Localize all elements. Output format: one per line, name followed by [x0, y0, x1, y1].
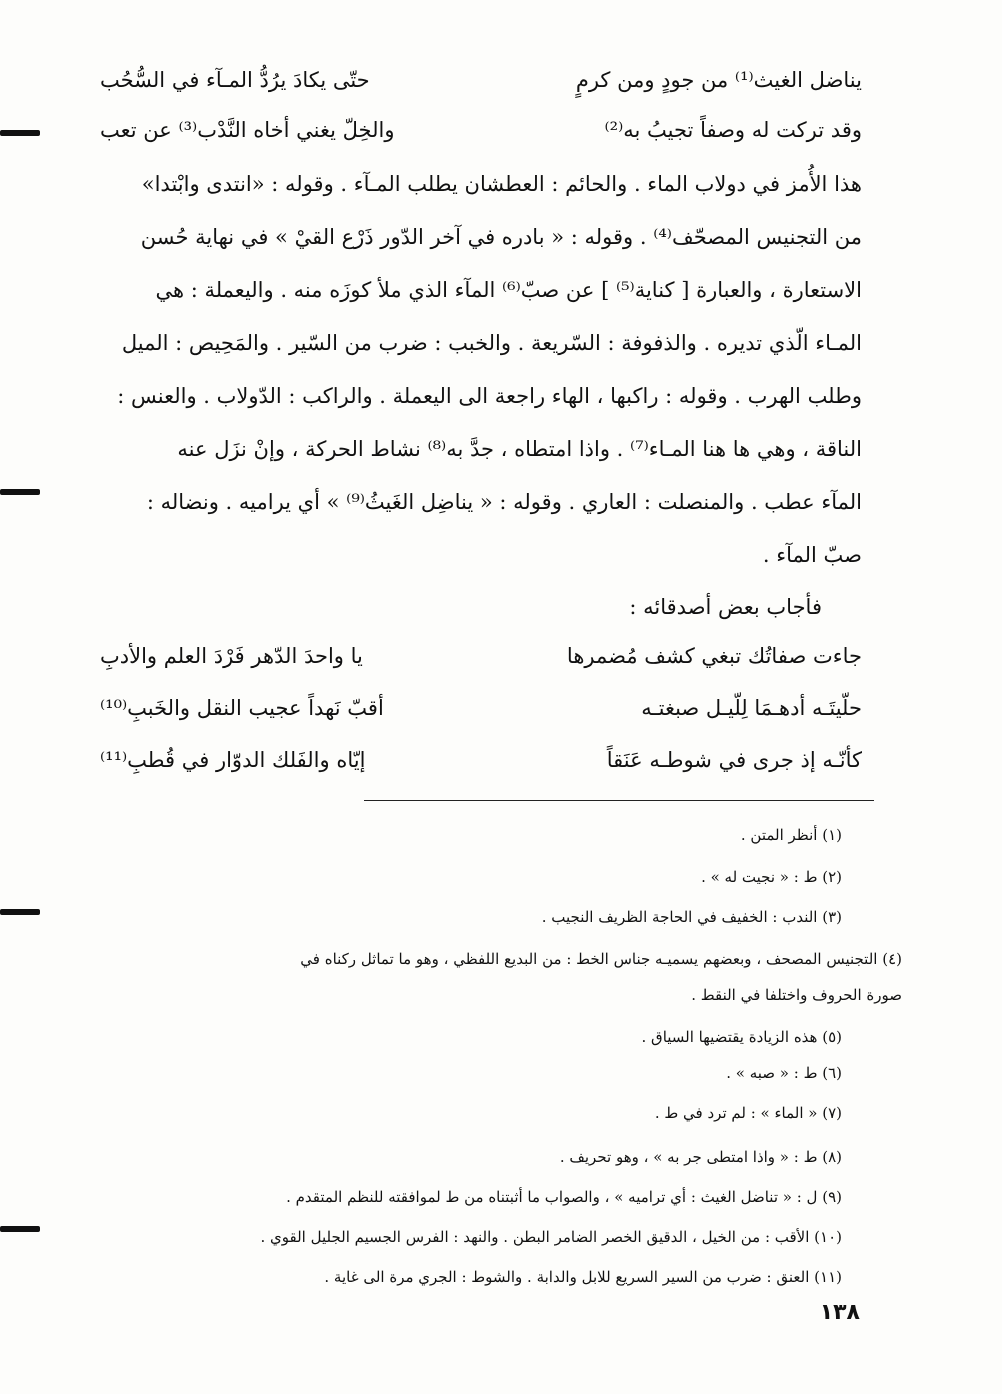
verse-first-hemistich: وقد تركت له وصفاً تجيبُ به⁽²⁾ [604, 118, 862, 142]
verse-second-hemistich: حتّى يكادَ يرُدُّ المـآء في السُّحُب [100, 68, 370, 92]
verse-second-hemistich: يا واحدَ الدّهر فَرْدَ العلم والأدبِ [100, 644, 363, 668]
verse-first-hemistich: جاءت صفاتُك تبغي كشف مُضمرها [566, 644, 862, 668]
footnote: (٧) « الماء » : لم ترد في ط . [654, 1104, 842, 1122]
verse-line [100, 108, 862, 152]
verse-first-hemistich: كأنّـه إذ جرى في شوطـه عَنَقاً [606, 748, 862, 772]
verse-line [100, 686, 862, 730]
verse-first-hemistich: حلّيتَـه أدهـمَا لِلّيـل صبغتـه [641, 696, 862, 720]
footnote: (١٠) الأقب : من الخيل ، الدقيق الخصر الضامر البطن . والنهد : الفرس الجسيم الجليل القوي . [260, 1228, 842, 1246]
footnote: (٨) ط : « واذا امتطى جر به » ، وهو تحريف . [559, 1148, 842, 1166]
margin-mark [0, 489, 40, 495]
margin-mark [0, 909, 40, 915]
commentary-line: الاستعارة ، والعبارة [ كناية⁽⁵⁾ ] عن صبّ⁽⁶⁾ المآء الذي ملأ كوزَه منه . واليعملة : هي [155, 278, 862, 302]
verse-line [100, 738, 862, 782]
commentary-line: صبّ المآء . [762, 543, 862, 567]
commentary-line: هذا الأُمز في دولاب الماء . والحائم : العطشان يطلب المـآء . وقوله : «انتدى وابْتدا» [141, 172, 862, 196]
footnote: (١١) العنق : ضرب من السير السريع للابل والدابة . والشوط : الجري مرة الى غاية . [324, 1268, 842, 1286]
commentary-line: وطلب الهرب . وقوله : راكبها ، الهاء راجعة الى اليعملة . والراكب : الدّولاب . والعنس : [117, 384, 862, 408]
footnote: (٦) ط : « صبه » . [726, 1064, 842, 1082]
footnote: (١) أنظر المتن . [740, 826, 842, 844]
intro-line: فأجاب بعض أصدقائه : [629, 595, 822, 619]
verse-first-hemistich: يناضل الغيث⁽¹⁾ من جودٍ ومن كرمٍ [575, 68, 862, 92]
commentary-line: من التجنيس المصحّف⁽⁴⁾ . وقوله : « بادره في آخر الدّور ذَرْع القيْ » في نهاية حُسن [140, 225, 862, 249]
verse-line [100, 634, 862, 678]
footnote: (٤) التجنيس المصحف ، وبعضهم يسميـه جناس الخط : من البديع اللفظي ، وهو ما تماثل ركناه في [300, 950, 902, 968]
footnote: (٩) ل : « تناضل الغيث : أي تراميه » ، والصواب ما أثبتناه من ط لموافقته للنظم المتقدم . [286, 1188, 842, 1206]
verse-line [100, 58, 862, 102]
verse-second-hemistich: والخِلّ يغني أخاه النَّدْب⁽³⁾ عن تعب [100, 118, 395, 142]
commentary-line: المـاء الّذي تديره . والذفوفة : السّريعة . والخبب : ضرب من السّير . والمَحِيص : الميل [121, 331, 862, 355]
footnote: (٢) ط : « نجيت له » . [701, 868, 842, 886]
margin-mark [0, 130, 40, 136]
footnote: (٥) هذه الزيادة يقتضيها السياق . [641, 1028, 842, 1046]
commentary-line: الناقة ، وهي ها هنا المـاء⁽⁷⁾ . واذا امتطاه ، جدَّ به⁽⁸⁾ نشاط الحركة ، وإنْ نزَل عنه [177, 437, 862, 461]
verse-second-hemistich: أقبّ نَهداً عجيب النقل والخَببِ⁽¹⁰⁾ [100, 696, 384, 720]
verse-second-hemistich: إيّاه والفَلك الدوّار في قُطبِ⁽¹¹⁾ [100, 748, 366, 772]
footnote: (٣) الندب : الخفيف في الحاجة الظريف النجيب . [541, 908, 842, 926]
commentary-line: المآء عطب . والمنصلت : العاري . وقوله : « يناضِل الغَيثُ⁽⁹⁾ » أي يراميه . ونضاله : [146, 490, 862, 514]
page-number: ١٣٨ [819, 1300, 860, 1325]
footnote-divider [364, 800, 874, 801]
margin-mark [0, 1226, 40, 1232]
footnote-continuation: صورة الحروف واختلفا في النقط . [691, 986, 902, 1004]
